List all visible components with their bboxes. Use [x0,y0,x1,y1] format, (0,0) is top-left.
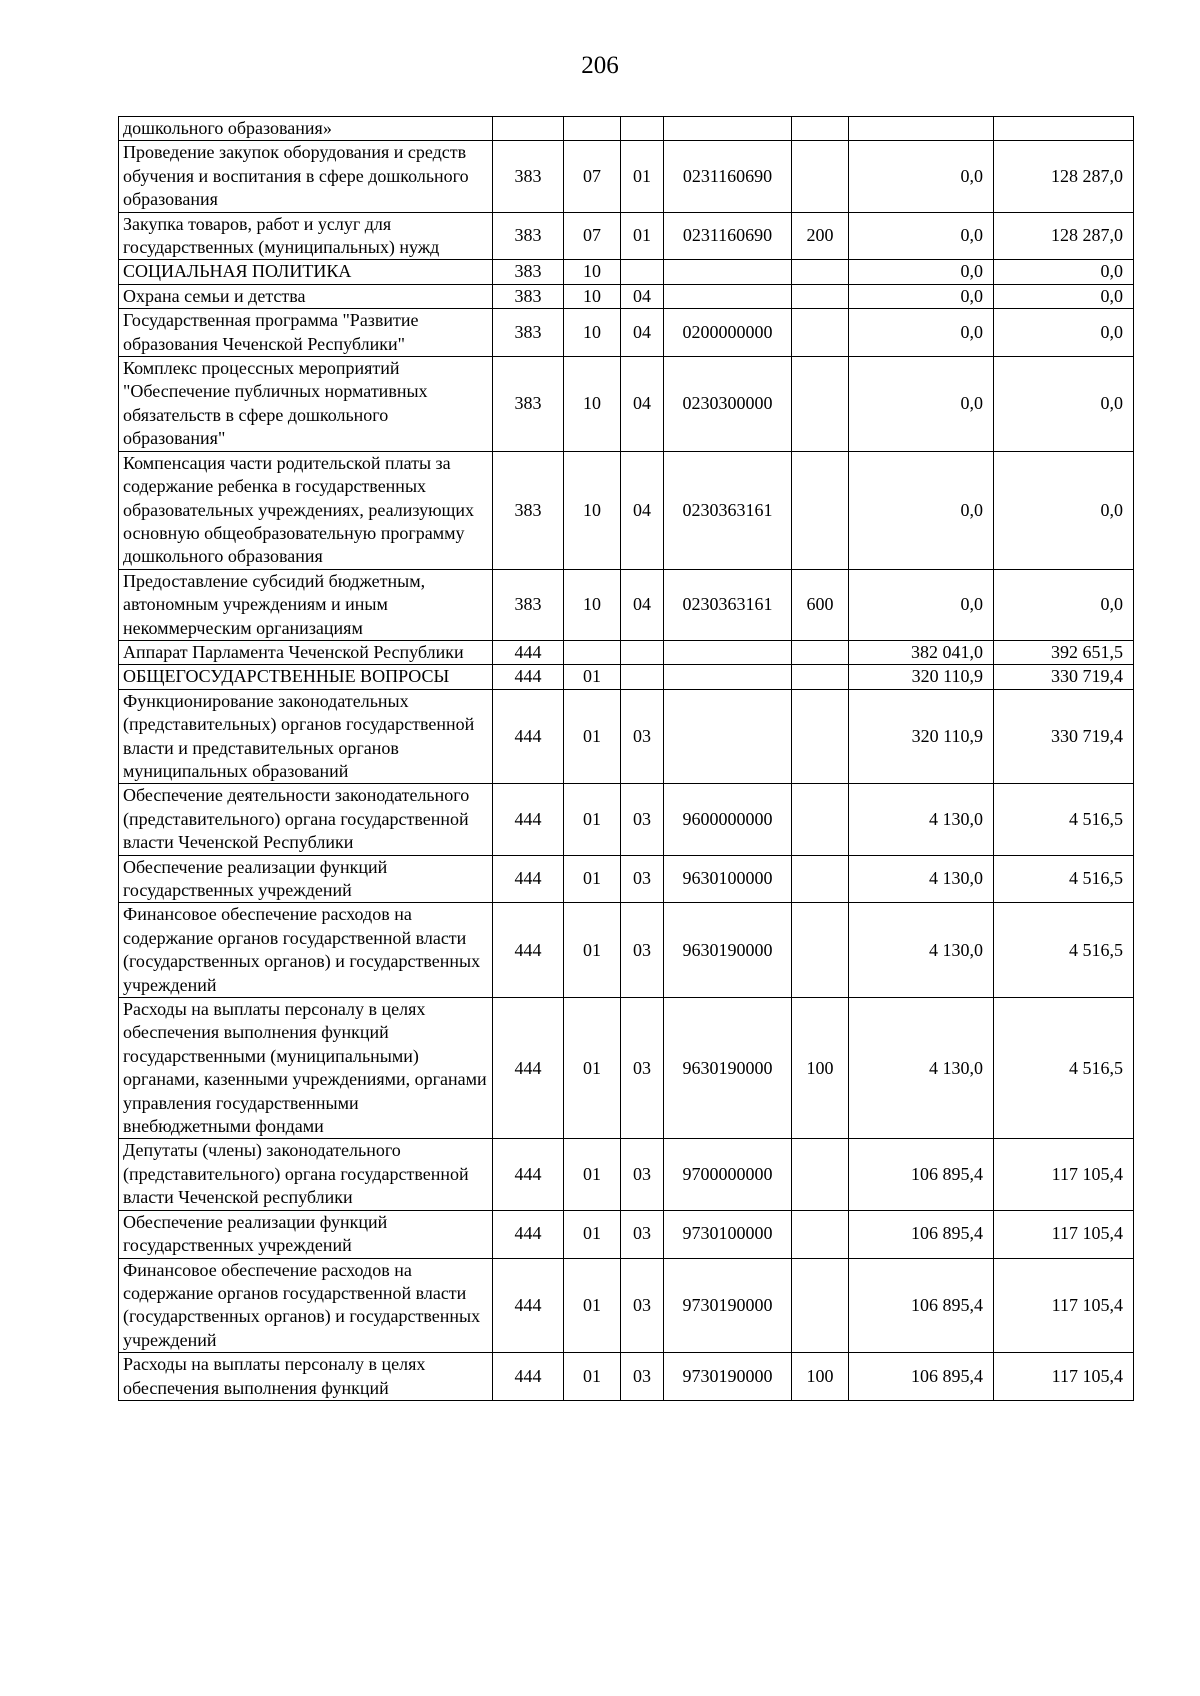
subsection-code-cell: 04 [621,357,664,452]
section-code-cell [564,117,621,141]
section-code-cell: 07 [564,141,621,212]
table-row [119,212,1134,260]
target-article-cell: 0231160690 [664,141,792,212]
expense-type-cell [792,784,849,855]
expense-type-cell [792,117,849,141]
expense-name-cell: Проведение закупок оборудования и средств обучения и воспитания в сфере дошкольного образования [119,141,493,212]
amount-year-1-cell: 0,0 [849,260,994,284]
amount-year-1-cell [849,117,994,141]
expense-type-cell [792,640,849,664]
target-article-cell: 0200000000 [664,309,792,357]
target-article-cell: 9630100000 [664,855,792,903]
amount-year-2-cell: 0,0 [994,309,1134,357]
subsection-code-cell: 03 [621,1139,664,1210]
expense-name-cell: Аппарат Парламента Чеченской Республики [119,640,493,664]
page-number: 206 [581,52,619,79]
table-row [119,998,1134,1139]
amount-year-2-cell: 330 719,4 [994,689,1134,784]
expense-name-cell: Обеспечение реализации функций государственных учреждений [119,1210,493,1258]
subsection-code-cell: 01 [621,212,664,260]
department-code-cell: 383 [493,260,564,284]
expense-name-cell: Комплекс процессных мероприятий "Обеспечение публичных нормативных обязательств в сфере дошкольного образования" [119,357,493,452]
department-code-cell: 383 [493,284,564,308]
amount-year-1-cell: 0,0 [849,309,994,357]
subsection-code-cell: 03 [621,689,664,784]
expense-name-cell: Функционирование законодательных (представительных) органов государственной власти и представительных органов муниципальных образований [119,689,493,784]
expense-type-cell [792,141,849,212]
expense-type-cell [792,357,849,452]
target-article-cell: 9600000000 [664,784,792,855]
section-code-cell: 10 [564,357,621,452]
section-code-cell: 01 [564,903,621,998]
subsection-code-cell: 03 [621,1210,664,1258]
department-code-cell: 444 [493,1210,564,1258]
target-article-cell: 9730100000 [664,1210,792,1258]
target-article-cell: 9630190000 [664,998,792,1139]
expense-type-cell: 100 [792,1353,849,1401]
amount-year-2-cell: 128 287,0 [994,141,1134,212]
amount-year-1-cell: 382 041,0 [849,640,994,664]
table-row [119,1258,1134,1353]
subsection-code-cell: 03 [621,855,664,903]
expense-type-cell [792,309,849,357]
section-code-cell: 10 [564,284,621,308]
expense-name-cell: Финансовое обеспечение расходов на содержание органов государственной власти (государственных органов) и государственных учреждений [119,903,493,998]
target-article-cell: 9730190000 [664,1258,792,1353]
subsection-code-cell: 03 [621,1353,664,1401]
expense-name-cell: Обеспечение деятельности законодательного (представительного) органа государственной власти Чеченской Республики [119,784,493,855]
section-code-cell: 07 [564,212,621,260]
expense-name-cell: дошкольного образования» [119,117,493,141]
expense-type-cell [792,284,849,308]
subsection-code-cell [621,260,664,284]
amount-year-2-cell: 4 516,5 [994,903,1134,998]
expense-name-cell: СОЦИАЛЬНАЯ ПОЛИТИКА [119,260,493,284]
department-code-cell: 444 [493,784,564,855]
section-code-cell: 10 [564,569,621,640]
expense-name-cell: Предоставление субсидий бюджетным, автономным учреждениям и иным некоммерческим организациям [119,569,493,640]
amount-year-1-cell: 320 110,9 [849,689,994,784]
amount-year-2-cell [994,117,1134,141]
department-code-cell: 444 [493,903,564,998]
section-code-cell [564,640,621,664]
section-code-cell: 01 [564,1139,621,1210]
expense-type-cell [792,1258,849,1353]
amount-year-2-cell: 330 719,4 [994,665,1134,689]
table-row [119,665,1134,689]
budget-table [118,116,1134,1401]
subsection-code-cell: 03 [621,1258,664,1353]
amount-year-1-cell: 106 895,4 [849,1139,994,1210]
expense-name-cell: Компенсация части родительской платы за содержание ребенка в государственных образовательных учреждениях, реализующих основную общеобразовательную программу дошкольного образования [119,451,493,569]
section-code-cell: 01 [564,784,621,855]
amount-year-1-cell: 106 895,4 [849,1210,994,1258]
target-article-cell [664,284,792,308]
table-row [119,309,1134,357]
amount-year-1-cell: 0,0 [849,451,994,569]
amount-year-1-cell: 4 130,0 [849,998,994,1139]
expense-name-cell: Государственная программа "Развитие образования Чеченской Республики" [119,309,493,357]
table-row [119,141,1134,212]
amount-year-1-cell: 0,0 [849,212,994,260]
department-code-cell: 383 [493,357,564,452]
target-article-cell [664,117,792,141]
target-article-cell [664,689,792,784]
section-code-cell: 01 [564,1210,621,1258]
amount-year-2-cell: 4 516,5 [994,784,1134,855]
amount-year-1-cell: 4 130,0 [849,784,994,855]
expense-name-cell: Обеспечение реализации функций государственных учреждений [119,855,493,903]
table-row [119,117,1134,141]
expense-type-cell [792,1210,849,1258]
department-code-cell: 444 [493,1139,564,1210]
department-code-cell: 383 [493,569,564,640]
amount-year-1-cell: 4 130,0 [849,903,994,998]
expense-type-cell: 200 [792,212,849,260]
target-article-cell [664,640,792,664]
section-code-cell: 01 [564,665,621,689]
amount-year-2-cell: 117 105,4 [994,1210,1134,1258]
target-article-cell [664,665,792,689]
table-row [119,451,1134,569]
subsection-code-cell: 04 [621,309,664,357]
subsection-code-cell [621,665,664,689]
expense-type-cell [792,260,849,284]
table-row [119,1139,1134,1210]
table-row [119,640,1134,664]
subsection-code-cell: 04 [621,451,664,569]
table-row [119,1210,1134,1258]
department-code-cell: 383 [493,212,564,260]
expense-name-cell: Охрана семьи и детства [119,284,493,308]
table-body [119,117,1134,1401]
department-code-cell: 444 [493,689,564,784]
subsection-code-cell: 01 [621,141,664,212]
subsection-code-cell [621,640,664,664]
table-row [119,689,1134,784]
department-code-cell: 444 [493,640,564,664]
target-article-cell: 9630190000 [664,903,792,998]
subsection-code-cell: 04 [621,569,664,640]
department-code-cell: 383 [493,309,564,357]
amount-year-2-cell: 4 516,5 [994,998,1134,1139]
expense-type-cell [792,855,849,903]
department-code-cell: 444 [493,998,564,1139]
expense-type-cell: 100 [792,998,849,1139]
amount-year-1-cell: 106 895,4 [849,1258,994,1353]
amount-year-2-cell: 117 105,4 [994,1139,1134,1210]
target-article-cell: 0231160690 [664,212,792,260]
section-code-cell: 10 [564,451,621,569]
expense-name-cell: Расходы на выплаты персоналу в целях обеспечения выполнения функций государственными (муниципальными) органами, казенными учреждениями, органами управления государственными внебюджетными фондами [119,998,493,1139]
department-code-cell: 444 [493,1258,564,1353]
target-article-cell: 9700000000 [664,1139,792,1210]
section-code-cell: 10 [564,260,621,284]
amount-year-2-cell: 0,0 [994,284,1134,308]
amount-year-2-cell: 0,0 [994,357,1134,452]
target-article-cell: 0230363161 [664,451,792,569]
amount-year-1-cell: 0,0 [849,141,994,212]
table-row [119,569,1134,640]
expense-name-cell: Финансовое обеспечение расходов на содержание органов государственной власти (государственных органов) и государственных учреждений [119,1258,493,1353]
department-code-cell: 383 [493,451,564,569]
section-code-cell: 01 [564,855,621,903]
amount-year-2-cell: 117 105,4 [994,1353,1134,1401]
target-article-cell: 9730190000 [664,1353,792,1401]
department-code-cell: 383 [493,141,564,212]
target-article-cell: 0230300000 [664,357,792,452]
table-row [119,855,1134,903]
expense-name-cell: Расходы на выплаты персоналу в целях обеспечения выполнения функций [119,1353,493,1401]
table-row [119,903,1134,998]
amount-year-1-cell: 0,0 [849,284,994,308]
section-code-cell: 01 [564,1353,621,1401]
table-row [119,784,1134,855]
amount-year-2-cell: 117 105,4 [994,1258,1134,1353]
target-article-cell [664,260,792,284]
amount-year-2-cell: 4 516,5 [994,855,1134,903]
subsection-code-cell [621,117,664,141]
expense-name-cell: Закупка товаров, работ и услуг для государственных (муниципальных) нужд [119,212,493,260]
amount-year-1-cell: 320 110,9 [849,665,994,689]
amount-year-2-cell: 0,0 [994,569,1134,640]
table-row [119,284,1134,308]
amount-year-1-cell: 0,0 [849,357,994,452]
subsection-code-cell: 04 [621,284,664,308]
expense-name-cell: Депутаты (члены) законодательного (представительного) органа государственной власти Чеченской республики [119,1139,493,1210]
subsection-code-cell: 03 [621,998,664,1139]
department-code-cell: 444 [493,665,564,689]
subsection-code-cell: 03 [621,784,664,855]
department-code-cell [493,117,564,141]
target-article-cell: 0230363161 [664,569,792,640]
amount-year-2-cell: 128 287,0 [994,212,1134,260]
table-row [119,1353,1134,1401]
department-code-cell: 444 [493,855,564,903]
section-code-cell: 01 [564,1258,621,1353]
amount-year-2-cell: 0,0 [994,451,1134,569]
department-code-cell: 444 [493,1353,564,1401]
expense-type-cell [792,665,849,689]
expense-type-cell [792,903,849,998]
expense-type-cell [792,1139,849,1210]
amount-year-2-cell: 392 651,5 [994,640,1134,664]
expense-name-cell: ОБЩЕГОСУДАРСТВЕННЫЕ ВОПРОСЫ [119,665,493,689]
amount-year-1-cell: 106 895,4 [849,1353,994,1401]
table-row [119,260,1134,284]
amount-year-1-cell: 4 130,0 [849,855,994,903]
expense-type-cell [792,451,849,569]
section-code-cell: 10 [564,309,621,357]
section-code-cell: 01 [564,998,621,1139]
subsection-code-cell: 03 [621,903,664,998]
table-row [119,357,1134,452]
amount-year-1-cell: 0,0 [849,569,994,640]
expense-type-cell: 600 [792,569,849,640]
amount-year-2-cell: 0,0 [994,260,1134,284]
expense-type-cell [792,689,849,784]
section-code-cell: 01 [564,689,621,784]
